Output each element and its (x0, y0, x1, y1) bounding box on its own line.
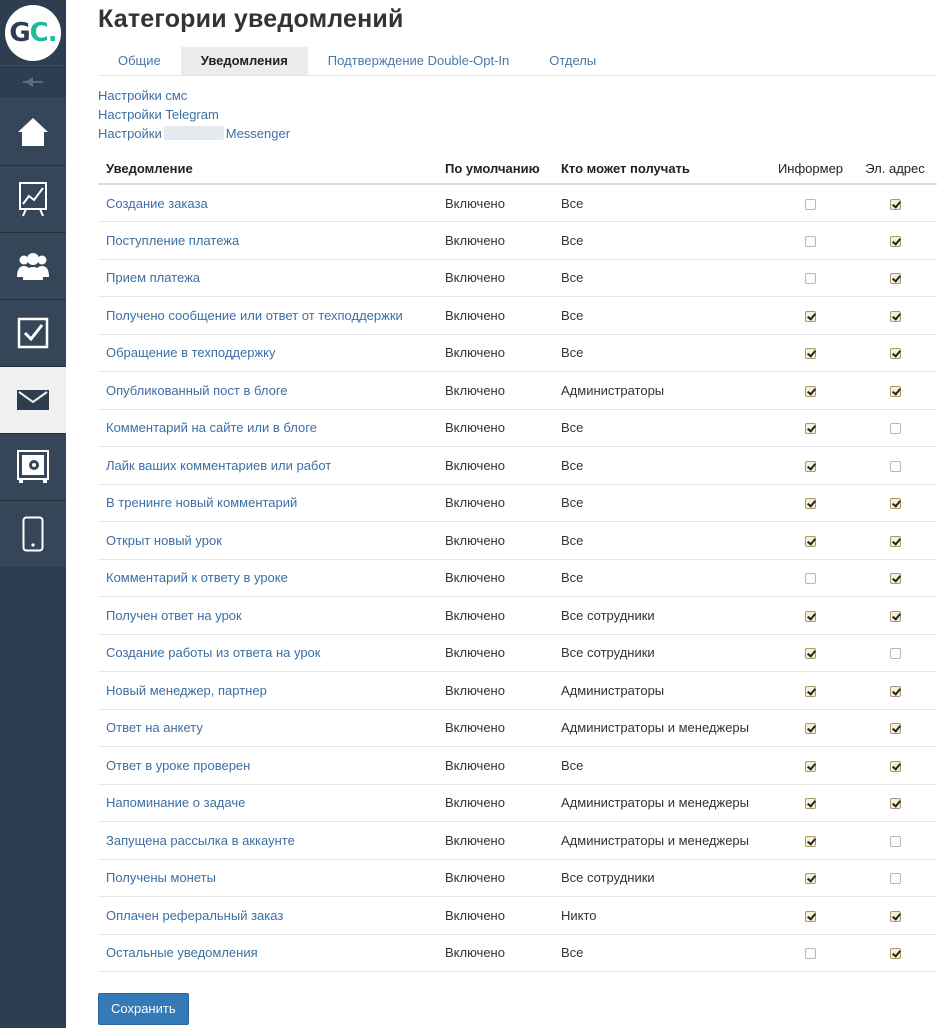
email-cell (853, 784, 937, 822)
default-state: Включено (437, 597, 553, 635)
email-cell (853, 747, 937, 785)
notification-name-link[interactable]: Комментарий к ответу в уроке (98, 559, 437, 597)
default-state: Включено (437, 484, 553, 522)
table-row (98, 522, 937, 560)
sidebar-item-home[interactable] (0, 99, 66, 166)
notification-name-link[interactable]: Открыт новый урок (98, 522, 437, 560)
email-checkbox[interactable] (890, 536, 901, 547)
informer-cell (768, 447, 853, 485)
sidebar-filler (0, 567, 66, 1028)
informer-checkbox[interactable] (805, 536, 816, 547)
sms-settings-link[interactable]: Настройки смс (98, 88, 188, 103)
email-cell (853, 859, 937, 897)
header-who: Кто может получать (553, 154, 768, 184)
email-checkbox[interactable] (890, 199, 901, 210)
informer-checkbox[interactable] (805, 386, 816, 397)
recipients: Все (553, 522, 768, 560)
email-cell (853, 372, 937, 410)
recipients: Администраторы (553, 672, 768, 710)
informer-checkbox[interactable] (805, 761, 816, 772)
phone-icon (22, 516, 44, 552)
informer-cell (768, 484, 853, 522)
default-state: Включено (437, 822, 553, 860)
email-cell (853, 559, 937, 597)
notification-name-link[interactable]: Создание заказа (98, 184, 437, 222)
informer-checkbox[interactable] (805, 723, 816, 734)
tab-bar (98, 47, 937, 76)
chart-icon (18, 181, 48, 217)
informer-checkbox[interactable] (805, 573, 816, 584)
email-cell (853, 709, 937, 747)
notification-name-link[interactable]: Получен ответ на урок (98, 597, 437, 635)
notification-name-link[interactable]: Напоминание о задаче (98, 784, 437, 822)
informer-checkbox[interactable] (805, 423, 816, 434)
users-icon (16, 251, 50, 281)
notification-name-link[interactable]: Оплачен реферальный заказ (98, 897, 437, 935)
notification-name-link[interactable]: Ответ на анкету (98, 709, 437, 747)
table-row (98, 634, 937, 672)
table-row (98, 484, 937, 522)
default-state: Включено (437, 709, 553, 747)
notification-name-link[interactable]: Получено сообщение или ответ от техподдержки (98, 297, 437, 335)
notification-name-link[interactable]: Поступление платежа (98, 222, 437, 260)
informer-checkbox[interactable] (805, 273, 816, 284)
recipients: Все (553, 484, 768, 522)
informer-cell (768, 784, 853, 822)
informer-cell (768, 372, 853, 410)
email-checkbox[interactable] (890, 573, 901, 584)
email-cell (853, 222, 937, 260)
safe-icon (17, 450, 49, 484)
informer-checkbox[interactable] (805, 199, 816, 210)
recipients: Никто (553, 897, 768, 935)
email-checkbox[interactable] (890, 423, 901, 434)
notifications-table (98, 154, 937, 972)
email-checkbox[interactable] (890, 348, 901, 359)
informer-checkbox[interactable] (805, 911, 816, 922)
tab-notifications[interactable]: Уведомления (181, 47, 308, 75)
email-checkbox[interactable] (890, 873, 901, 884)
recipients: Все (553, 559, 768, 597)
notification-name-link[interactable]: Запущена рассылка в аккаунте (98, 822, 437, 860)
table-row (98, 859, 937, 897)
notification-name-link[interactable]: Новый менеджер, партнер (98, 672, 437, 710)
informer-cell (768, 709, 853, 747)
save-button[interactable]: Сохранить (98, 993, 189, 1025)
email-checkbox[interactable] (890, 498, 901, 509)
default-state: Включено (437, 372, 553, 410)
table-row (98, 934, 937, 972)
default-state: Включено (437, 934, 553, 972)
mail-icon (16, 388, 50, 412)
email-cell (853, 184, 937, 222)
tab-general[interactable]: Общие (118, 53, 161, 68)
email-cell (853, 297, 937, 335)
email-checkbox[interactable] (890, 236, 901, 247)
default-state: Включено (437, 222, 553, 260)
table-row (98, 597, 937, 635)
recipients: Все (553, 409, 768, 447)
informer-checkbox[interactable] (805, 236, 816, 247)
default-state: Включено (437, 559, 553, 597)
email-cell (853, 597, 937, 635)
informer-cell (768, 634, 853, 672)
informer-cell (768, 672, 853, 710)
table-row (98, 709, 937, 747)
header-notification: Уведомление (98, 154, 437, 184)
notification-name-link[interactable]: Комментарий на сайте или в блоге (98, 409, 437, 447)
email-checkbox[interactable] (890, 311, 901, 322)
recipients: Администраторы и менеджеры (553, 784, 768, 822)
default-state: Включено (437, 784, 553, 822)
table-row (98, 559, 937, 597)
notification-name-link[interactable]: Остальные уведомления (98, 934, 437, 972)
email-checkbox[interactable] (890, 461, 901, 472)
email-cell (853, 484, 937, 522)
sidebar-item-sales[interactable] (0, 434, 66, 501)
recipients: Все сотрудники (553, 859, 768, 897)
default-state: Включено (437, 409, 553, 447)
default-state: Включено (437, 184, 553, 222)
recipients: Все (553, 334, 768, 372)
email-checkbox[interactable] (890, 648, 901, 659)
recipients: Все (553, 222, 768, 260)
email-checkbox[interactable] (890, 948, 901, 959)
header-informer: Информер (768, 154, 853, 184)
email-cell (853, 259, 937, 297)
recipients: Администраторы (553, 372, 768, 410)
table-row (98, 259, 937, 297)
email-cell (853, 934, 937, 972)
table-row (98, 222, 937, 260)
collapse-arrow-icon (23, 76, 43, 88)
email-checkbox[interactable] (890, 836, 901, 847)
table-row (98, 672, 937, 710)
informer-cell (768, 934, 853, 972)
email-cell (853, 522, 937, 560)
recipients: Все (553, 297, 768, 335)
informer-cell (768, 597, 853, 635)
informer-cell (768, 559, 853, 597)
notification-name-link[interactable]: Обращение в техподдержку (98, 334, 437, 372)
informer-checkbox[interactable] (805, 311, 816, 322)
messenger-settings-link[interactable] (98, 124, 937, 143)
table-row (98, 372, 937, 410)
logo-text: GC. (9, 17, 57, 48)
notification-name-link[interactable]: Опубликованный пост в блоге (98, 372, 437, 410)
table-row (98, 784, 937, 822)
recipients: Все (553, 259, 768, 297)
email-checkbox[interactable] (890, 761, 901, 772)
default-state: Включено (437, 897, 553, 935)
messenger-link-suffix: Messenger (225, 126, 291, 141)
telegram-settings-link[interactable]: Настройки Telegram (98, 107, 219, 122)
email-cell (853, 334, 937, 372)
header-default: По умолчанию (437, 154, 553, 184)
main-content (98, 0, 937, 1025)
informer-cell (768, 297, 853, 335)
informer-cell (768, 522, 853, 560)
email-cell (853, 672, 937, 710)
informer-cell (768, 184, 853, 222)
logo-circle (5, 5, 61, 61)
informer-cell (768, 222, 853, 260)
recipients: Все сотрудники (553, 634, 768, 672)
sidebar-item-stats[interactable] (0, 166, 66, 233)
informer-checkbox[interactable] (805, 498, 816, 509)
table-row (98, 447, 937, 485)
default-state: Включено (437, 522, 553, 560)
notification-name-link[interactable]: В тренинге новый комментарий (98, 484, 437, 522)
table-row (98, 747, 937, 785)
table-row (98, 409, 937, 447)
informer-checkbox[interactable] (805, 611, 816, 622)
settings-links (98, 86, 937, 143)
recipients: Все сотрудники (553, 597, 768, 635)
default-state: Включено (437, 672, 553, 710)
notification-name-link[interactable]: Ответ в уроке проверен (98, 747, 437, 785)
default-state: Включено (437, 859, 553, 897)
email-checkbox[interactable] (890, 611, 901, 622)
email-cell (853, 634, 937, 672)
default-state: Включено (437, 297, 553, 335)
informer-checkbox[interactable] (805, 648, 816, 659)
informer-checkbox[interactable] (805, 873, 816, 884)
collapse-sidebar-button[interactable] (0, 66, 66, 99)
notification-name-link[interactable]: Создание работы из ответа на урок (98, 634, 437, 672)
table-row (98, 297, 937, 335)
notification-name-link[interactable]: Получены монеты (98, 859, 437, 897)
email-checkbox[interactable] (890, 723, 901, 734)
informer-checkbox[interactable] (805, 686, 816, 697)
informer-checkbox[interactable] (805, 836, 816, 847)
informer-cell (768, 859, 853, 897)
informer-cell (768, 822, 853, 860)
recipients: Администраторы и менеджеры (553, 822, 768, 860)
sidebar-item-mobile[interactable] (0, 501, 66, 568)
logo[interactable] (0, 0, 66, 66)
informer-checkbox[interactable] (805, 798, 816, 809)
email-cell (853, 822, 937, 860)
home-icon (16, 115, 50, 149)
email-cell (853, 897, 937, 935)
email-checkbox[interactable] (890, 686, 901, 697)
sidebar (0, 0, 66, 1028)
table-row (98, 897, 937, 935)
recipients: Администраторы и менеджеры (553, 709, 768, 747)
email-checkbox[interactable] (890, 273, 901, 284)
tab-departments[interactable]: Отделы (549, 53, 597, 68)
recipients: Все (553, 184, 768, 222)
default-state: Включено (437, 747, 553, 785)
informer-checkbox[interactable] (805, 348, 816, 359)
table-row (98, 822, 937, 860)
email-cell (853, 447, 937, 485)
email-checkbox[interactable] (890, 911, 901, 922)
recipients: Все (553, 747, 768, 785)
email-cell (853, 409, 937, 447)
header-email: Эл. адрес (853, 154, 937, 184)
checkbox-icon (17, 317, 49, 349)
default-state: Включено (437, 447, 553, 485)
informer-cell (768, 747, 853, 785)
informer-cell (768, 259, 853, 297)
default-state: Включено (437, 334, 553, 372)
notification-name-link[interactable]: Лайк ваших комментариев или работ (98, 447, 437, 485)
messenger-link-prefix: Настройки (98, 126, 162, 141)
redacted-block (164, 126, 224, 140)
sidebar-item-messages[interactable] (0, 367, 66, 434)
informer-cell (768, 897, 853, 935)
sidebar-item-users[interactable] (0, 233, 66, 300)
recipients: Все (553, 934, 768, 972)
page-title: Категории уведомлений (98, 5, 404, 33)
informer-checkbox[interactable] (805, 948, 816, 959)
informer-cell (768, 334, 853, 372)
informer-cell (768, 409, 853, 447)
notification-name-link[interactable]: Прием платежа (98, 259, 437, 297)
informer-checkbox[interactable] (805, 461, 816, 472)
default-state: Включено (437, 634, 553, 672)
table-header-row (98, 154, 937, 184)
default-state: Включено (437, 259, 553, 297)
email-checkbox[interactable] (890, 798, 901, 809)
email-checkbox[interactable] (890, 386, 901, 397)
recipients: Все (553, 447, 768, 485)
tab-double-opt-in[interactable]: Подтверждение Double-Opt-In (327, 53, 510, 68)
table-row (98, 334, 937, 372)
sidebar-item-tasks[interactable] (0, 300, 66, 367)
table-row (98, 184, 937, 222)
